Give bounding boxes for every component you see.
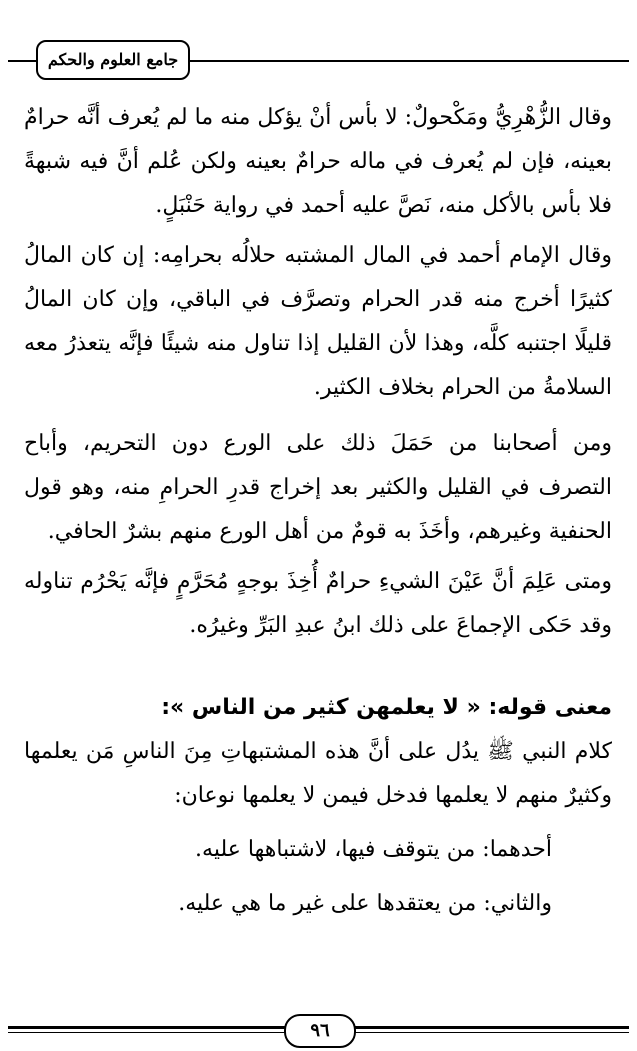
paragraph: وقال الإمام أحمد في المال المشتبه حلالُه بحرامِه: إن كان المالُ كثيرًا أخرج منه قدر الحرام وتصرَّف في الباقي، وإن كان المالُ قليلًا اجتنبه كلَّه، وهذا لأن القليل إذا تناول منه شيئًا فإنَّه يتعذرُ معه السلامةُ من الحرام بخلاف الكثير.: [24, 243, 612, 400]
page-body: [24, 96, 612, 926]
page-header: [0, 0, 637, 90]
section-heading-suffix: :: [161, 695, 171, 720]
section-heading: [24, 686, 612, 730]
page-footer: [0, 1010, 637, 1051]
section-heading-prefix: معنى قوله:: [480, 695, 612, 720]
section-heading-quote: « لا يعلمهن كثير من الناس »: [170, 695, 481, 720]
paragraph: ومن أصحابنا من حَمَلَ ذلك على الورع دون التحريم، وأباح التصرف في القليل والكثير بعد إخراج قدرِ الحرامِ منه، وهو قول الحنفية وغيرهم، وأخَذَ به قومٌ من أهل الورع منهم بشرٌ الحافي.: [24, 431, 612, 544]
section-item: أحدهما: من يتوقف فيها، لاشتباهها عليه.: [195, 837, 552, 862]
paragraph: ومتى عَلِمَ أنَّ عَيْنَ الشيءِ حرامٌ أُخِذَ بوجهٍ مُحَرَّمٍ فإنَّه يَحْرُم تناوله وقد حَكى الإجماعَ على ذلك ابنُ عبدِ البَرِّ وغيرُه.: [24, 569, 612, 638]
section-item: والثاني: من يعتقدها على غير ما هي عليه.: [178, 891, 552, 916]
book-title: جامع العلوم والحكم: [36, 40, 190, 80]
paragraph: وقال الزُّهْرِيُّ ومَكْحولٌ: لا بأس أنْ يؤكل منه ما لم يُعرف أنَّه حرامٌ بعينه، فإن لم يُعرف في ماله حرامٌ بعينه ولكن عُلم أنَّ فيه شبهةً فلا بأس بالأكل منه، نَصَّ عليه أحمد في رواية حَنْبَلٍ.: [24, 105, 612, 218]
page-number: ٩٦: [284, 1014, 356, 1048]
section-body: كلام النبي ﷺ يدُل على أنَّ هذه المشتبهاتِ مِنَ الناسِ مَن يعلمها وكثيرٌ منهم لا يعلمها فدخل فيمن لا يعلمها نوعان:: [24, 739, 612, 808]
